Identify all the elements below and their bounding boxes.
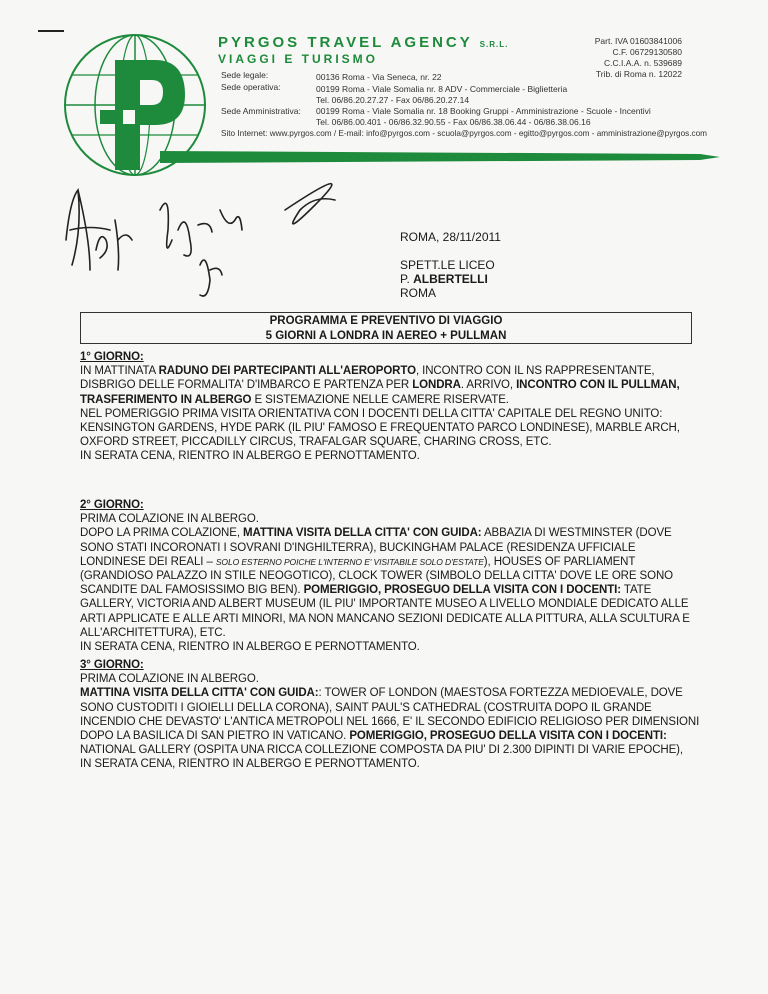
sede-operativa-label: Sede operativa: (221, 82, 281, 92)
sede-operativa-tel: Tel. 06/86.20.27.27 - Fax 06/86.20.27.14 (316, 95, 470, 105)
day-2-paragraph-2: DOPO LA PRIMA COLAZIONE, MATTINA VISITA DELLA CITTA' CON GUIDA: ABBAZIA DI WESTMINSTER (DOVE SONO STATI INCORONATI I SOVRANI D'INGHILTERRA), BUCKINGHAM PALACE (RESIDENZA UFFICIALE LONDINESE DEI REALI – SOLO ESTERNO POICHE L'INTERNO E' VISITABILE SOLO D'ESTATE), HOUSES OF PARLIAMENT (GRANDIOSO PALAZZO IN STILE NEOGOTICO), CLOCK TOWER (SIMBOLO DELLA CITTA' DOVE LE ORE SONO SCANDITE DAL FAMOSISSIMO BIG BEN). POMERIGGIO, PROSEGUO DELLA VISITA CON I DOCENTI: TATE GALLERY, VICTORIA AND ALBERT MUSEUM (IL PIU' IMPORTANTE MUSEO A LIVELLO MONDIALE DEDICATO ALLE ARTI APPLICATE E ALLE ARTI MINORI, MA NON MANCANO SEZIONI DEDICATE ALLA PITTURA, ALLA SCULTURA E ALL'ARCHITETTURA), ETC. (80, 527, 690, 639)
day-1-heading: 1° GIORNO: (80, 351, 144, 363)
handwritten-signature (60, 170, 360, 310)
sede-amministrativa: 00199 Roma - Viale Somalia nr. 18 Booking Gruppi - Amministrazione - Scuole - Incentivi (316, 106, 651, 116)
day-3-paragraph-3: IN SERATA CENA, RIENTRO IN ALBERGO E PERNOTTAMENTO. (80, 758, 420, 771)
sede-operativa: 00199 Roma - Viale Somalia nr. 8 ADV - Commerciale - Biglietteria (316, 84, 568, 94)
sede-legale-label: Sede legale: (221, 70, 269, 80)
recipient-line2: P. ALBERTELLI (400, 272, 488, 286)
sede-amministrativa-tel: Tel. 06/86.00.401 - 06/86.32.90.55 - Fax 06/86.38.06.44 - 06/86.38.06.16 (316, 117, 591, 127)
day-1-paragraph-3: IN SERATA CENA, RIENTRO IN ALBERGO E PERNOTTAMENTO. (80, 450, 420, 463)
day-3-section (80, 658, 700, 772)
day-2-paragraph-3: IN SERATA CENA, RIENTRO IN ALBERGO E PERNOTTAMENTO. (80, 641, 420, 654)
day-2-section (80, 498, 700, 654)
fiscal-info: Part. IVA 01603841006 C.F. 06729130580 C.C.I.A.A. n. 539689 Trib. di Roma n. 12022 (594, 36, 682, 79)
day-1-paragraph-2: NEL POMERIGGIO PRIMA VISITA ORIENTATIVA CON I DOCENTI DELLA CITTA' CAPITALE DEL REGNO UNITO: KENSINGTON GARDENS, HYDE PARK (IL PIU' FAMOSO E FREQUENTATO PARCO LONDINESE), MARBLE ARCH, OXFORD STREET, PICCADILLY CIRCUS, TRAFALGAR SQUARE, CHARING CROSS, ETC. (80, 407, 680, 449)
day-3-heading: 3° GIORNO: (80, 659, 144, 671)
program-title: PROGRAMMA E PREVENTIVO DI VIAGGIO (269, 315, 503, 327)
day-3-paragraph-1: PRIMA COLAZIONE IN ALBERGO. (80, 673, 259, 686)
day-3-paragraph-2: MATTINA VISITA DELLA CITTA' CON GUIDA:: TOWER OF LONDON (MAESTOSA FORTEZZA MEDIOEVALE, DOVE SONO CUSTODITI I GIOIELLI DELLA CORONA), SAINT PAUL'S CATHEDRAL (COSTRUITA DOPO IL GRANDE INCENDIO CHE DEVASTO' L'ANTICA METROPOLI NEL 1666, E' IL SECONDO EDIFICIO RELIGIOSO PER DIMENSIONI DOPO LA BASILICA DI SAN PIETRO IN VATICANO. POMERIGGIO, PROSEGUO DELLA VISITA CON I DOCENTI: NATIONAL GALLERY (OSPITA UNA RICCA COLLEZIONE COMPOSTA DA PIU' DI 2.300 DIPINTI DI VARIE EPOCHE), (80, 687, 700, 757)
day-1-section (80, 350, 700, 464)
website-email: Sito Internet: www.pyrgos.com / E-mail: info@pyrgos.com - scuola@pyrgos.com - egitto@pyrgos.com - amministrazione@pyrgos.com (221, 129, 707, 138)
sede-legale: 00136 Roma - Via Seneca, nr. 22 (316, 72, 442, 82)
recipient-line1: SPETT.LE LICEO (400, 258, 495, 272)
letter-date: ROMA, 28/11/2011 (400, 230, 501, 244)
program-subtitle: 5 GIORNI A LONDRA IN AEREO + PULLMAN (265, 330, 507, 342)
agency-subtitle: VIAGGI E TURISMO (218, 52, 379, 66)
header-green-band (160, 148, 720, 166)
recipient-line3: ROMA (400, 286, 436, 300)
day-2-heading: 2° GIORNO: (80, 499, 144, 511)
program-title-box (80, 312, 692, 344)
recipient-block (400, 230, 501, 300)
day-1-paragraph-1: IN MATTINATA RADUNO DEI PARTECIPANTI ALL'AEROPORTO, INCONTRO CON IL NS RAPPRESENTANTE, DISBRIGO DELLE FORMALITA' D'IMBARCO E PARTENZA PER LONDRA. ARRIVO, INCONTRO CON IL PULLMAN, TRASFERIMENTO IN ALBERGO E SISTEMAZIONE NELLE CAMERE RISERVATE. (80, 365, 680, 406)
sede-amministrativa-label: Sede Amministrativa: (221, 106, 301, 116)
day-2-paragraph-1: PRIMA COLAZIONE IN ALBERGO. (80, 513, 259, 526)
agency-name: PYRGOS TRAVEL AGENCY S.R.L. (218, 34, 509, 51)
